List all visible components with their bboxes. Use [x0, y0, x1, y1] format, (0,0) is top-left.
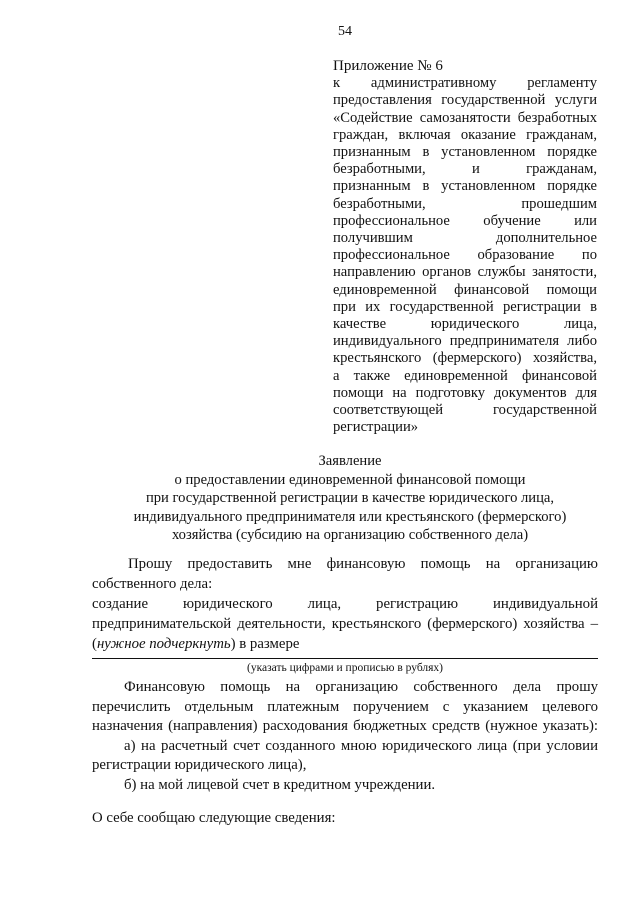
request-paragraph	[92, 554, 598, 654]
appendix-line: к административному регламенту	[333, 75, 597, 92]
appendix-block	[333, 58, 597, 436]
request-line	[92, 634, 598, 654]
request-line: создание юридического лица, регистрацию индивидуальной	[92, 596, 598, 612]
appendix-line: получившим дополнительное	[333, 230, 597, 247]
about-me-line: О себе сообщаю следующие сведения:	[92, 810, 336, 826]
payment-line: Финансовую помощь на организацию собственного дела прошу	[124, 679, 598, 695]
heading-line: о предоставлении единовременной финансовой помощи	[174, 471, 526, 488]
page-number: 54	[338, 24, 352, 39]
appendix-line: индивидуального предпринимателя либо	[333, 333, 597, 350]
appendix-line: качестве юридического лица,	[333, 316, 597, 333]
payment-paragraph	[92, 678, 598, 795]
heading-line: хозяйства (субсидию на организацию собственного дела)	[171, 527, 529, 544]
appendix-line: помощи на подготовку документов для	[333, 384, 597, 401]
heading-line: при государственной регистрации в качестве юридического лица,	[145, 490, 555, 507]
underline-note: нужное подчеркнуть	[96, 636, 231, 652]
request-line: собственного дела:	[92, 576, 213, 592]
amount-caption: (указать цифрами и прописью в рублях)	[247, 662, 443, 674]
appendix-line: признанным в установленном порядке	[333, 144, 597, 161]
appendix-line: направлению органов службы занятости,	[333, 264, 597, 281]
application-title: Заявление	[318, 453, 382, 469]
appendix-line: граждан, включая оказание гражданам,	[333, 126, 597, 143]
appendix-line: признанным в установленном порядке	[333, 178, 597, 195]
appendix-line: безработными, прошедшим	[333, 195, 597, 212]
request-line: предпринимательской деятельности, крестьянского (фермерского) хозяйства –	[92, 616, 598, 632]
option-a-line: а) на расчетный счет созданного мною юридического лица (при условии	[124, 737, 598, 754]
request-line: Прошу предоставить мне финансовую помощь на организацию	[128, 556, 598, 572]
open-paren: (	[92, 636, 97, 652]
appendix-line: предоставления государственной услуги	[333, 92, 597, 109]
appendix-line: профессиональное обучение или	[333, 212, 597, 229]
appendix-line: единовременной финансовой помощи	[333, 281, 597, 298]
appendix-line: регистрации»	[333, 419, 419, 436]
appendix-line: безработными, и гражданам,	[333, 161, 597, 178]
application-heading	[90, 452, 610, 545]
option-b-line: б) на мой лицевой счет в кредитном учреждении.	[124, 776, 436, 793]
appendix-line: профессиональное образование по	[333, 247, 597, 264]
heading-line: индивидуального предпринимателя или крестьянского (фермерского)	[133, 508, 567, 525]
payment-line: назначения (направления) расходования бюджетных средств (нужное указать):	[92, 718, 598, 734]
amount-blank-line	[92, 658, 598, 659]
appendix-title: Приложение № 6	[333, 58, 443, 74]
appendix-line: крестьянского (фермерского) хозяйства,	[333, 350, 597, 367]
payment-line: перечислить отдельным платежным поручением с указанием целевого	[92, 698, 598, 715]
appendix-line: «Содействие самозанятости безработных	[333, 109, 597, 126]
appendix-line: при их государственной регистрации в	[333, 298, 597, 315]
appendix-line: а также единовременной финансовой	[333, 367, 597, 384]
appendix-line: соответствующей государственной	[333, 402, 597, 419]
option-a-line: регистрации юридического лица),	[92, 757, 307, 773]
amount-prefix: ) в размере	[230, 636, 300, 652]
